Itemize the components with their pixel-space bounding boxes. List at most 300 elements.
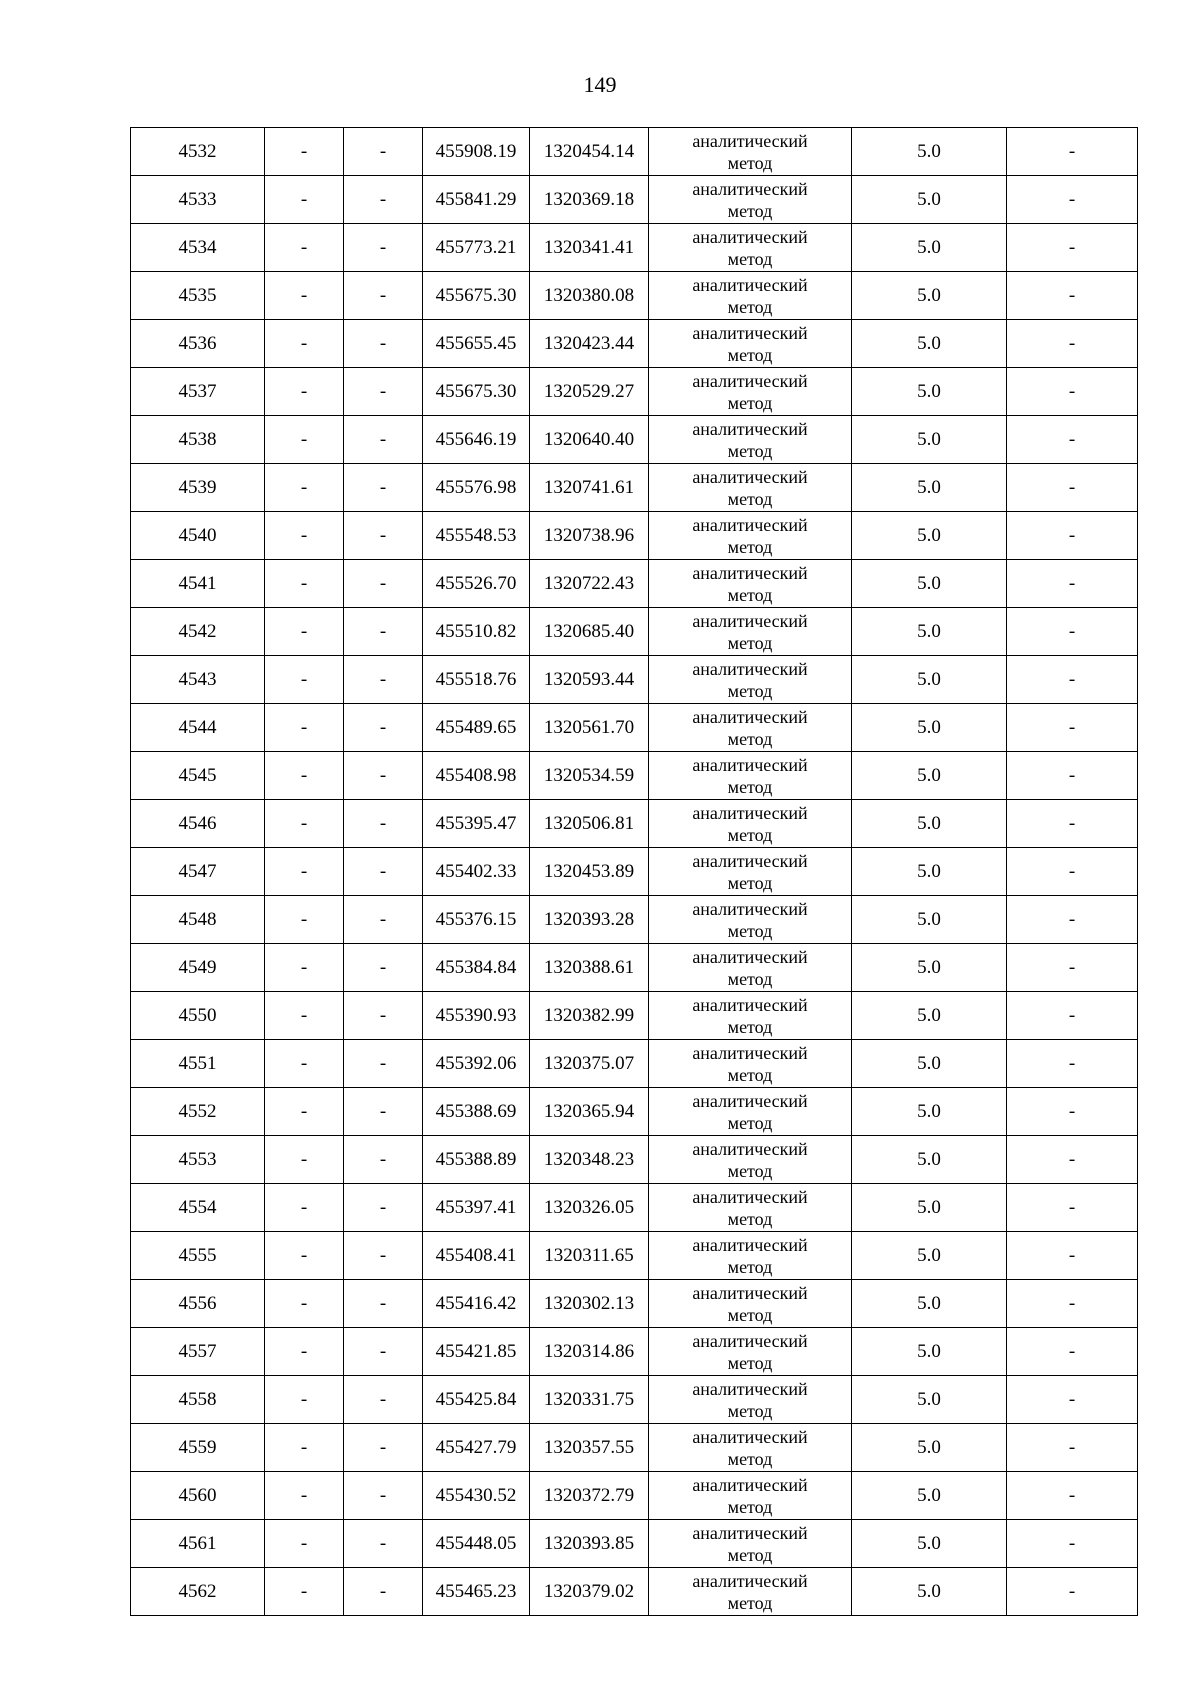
table-row	[131, 272, 1138, 320]
method-cell	[649, 416, 852, 464]
accuracy-cell: 5.0	[852, 1424, 1007, 1472]
method-line-2: метод	[727, 632, 773, 653]
accuracy-cell: 5.0	[852, 1328, 1007, 1376]
blank-cell-1: -	[265, 368, 344, 416]
accuracy-cell: 5.0	[852, 1184, 1007, 1232]
y-coordinate-cell: 1320453.89	[530, 848, 649, 896]
y-coordinate-cell: 1320738.96	[530, 512, 649, 560]
method-cell	[649, 128, 852, 176]
method-line-1: аналитический	[692, 1138, 808, 1159]
blank-cell-2: -	[344, 1184, 423, 1232]
blank-cell-2: -	[344, 512, 423, 560]
y-coordinate-cell: 1320382.99	[530, 992, 649, 1040]
accuracy-cell: 5.0	[852, 464, 1007, 512]
point-number-cell: 4562	[131, 1568, 265, 1616]
point-number-cell: 4559	[131, 1424, 265, 1472]
blank-cell-3: -	[1007, 368, 1138, 416]
point-number-cell: 4553	[131, 1136, 265, 1184]
x-coordinate-cell: 455655.45	[423, 320, 530, 368]
method-cell	[649, 848, 852, 896]
table-row	[131, 1088, 1138, 1136]
y-coordinate-cell: 1320388.61	[530, 944, 649, 992]
blank-cell-2: -	[344, 1472, 423, 1520]
method-line-1: аналитический	[692, 562, 808, 583]
blank-cell-3: -	[1007, 224, 1138, 272]
blank-cell-3: -	[1007, 848, 1138, 896]
method-cell	[649, 512, 852, 560]
y-coordinate-cell: 1320393.28	[530, 896, 649, 944]
point-number-cell: 4561	[131, 1520, 265, 1568]
blank-cell-3: -	[1007, 128, 1138, 176]
y-coordinate-cell: 1320529.27	[530, 368, 649, 416]
y-coordinate-cell: 1320348.23	[530, 1136, 649, 1184]
method-line-1: аналитический	[692, 1474, 808, 1495]
blank-cell-2: -	[344, 416, 423, 464]
method-line-2: метод	[727, 1304, 773, 1325]
method-line-1: аналитический	[692, 610, 808, 631]
method-line-2: метод	[727, 200, 773, 221]
accuracy-cell: 5.0	[852, 608, 1007, 656]
page-number: 149	[583, 72, 617, 97]
accuracy-cell: 5.0	[852, 1376, 1007, 1424]
blank-cell-3: -	[1007, 416, 1138, 464]
x-coordinate-cell: 455388.69	[423, 1088, 530, 1136]
method-line-2: метод	[727, 1352, 773, 1373]
blank-cell-3: -	[1007, 464, 1138, 512]
y-coordinate-cell: 1320369.18	[530, 176, 649, 224]
method-line-1: аналитический	[692, 898, 808, 919]
point-number-cell: 4540	[131, 512, 265, 560]
method-line-2: метод	[727, 1016, 773, 1037]
table-row	[131, 1280, 1138, 1328]
blank-cell-1: -	[265, 176, 344, 224]
point-number-cell: 4534	[131, 224, 265, 272]
blank-cell-2: -	[344, 752, 423, 800]
y-coordinate-cell: 1320640.40	[530, 416, 649, 464]
blank-cell-2: -	[344, 1520, 423, 1568]
x-coordinate-cell: 455416.42	[423, 1280, 530, 1328]
method-cell	[649, 1088, 852, 1136]
blank-cell-2: -	[344, 944, 423, 992]
blank-cell-3: -	[1007, 944, 1138, 992]
accuracy-cell: 5.0	[852, 944, 1007, 992]
point-number-cell: 4560	[131, 1472, 265, 1520]
table-row	[131, 1520, 1138, 1568]
blank-cell-2: -	[344, 1280, 423, 1328]
point-number-cell: 4537	[131, 368, 265, 416]
blank-cell-2: -	[344, 656, 423, 704]
blank-cell-2: -	[344, 464, 423, 512]
y-coordinate-cell: 1320357.55	[530, 1424, 649, 1472]
blank-cell-1: -	[265, 1424, 344, 1472]
y-coordinate-cell: 1320365.94	[530, 1088, 649, 1136]
x-coordinate-cell: 455510.82	[423, 608, 530, 656]
y-coordinate-cell: 1320380.08	[530, 272, 649, 320]
method-line-2: метод	[727, 248, 773, 269]
blank-cell-2: -	[344, 1568, 423, 1616]
x-coordinate-cell: 455395.47	[423, 800, 530, 848]
blank-cell-3: -	[1007, 1088, 1138, 1136]
x-coordinate-cell: 455408.98	[423, 752, 530, 800]
blank-cell-2: -	[344, 320, 423, 368]
blank-cell-3: -	[1007, 1136, 1138, 1184]
blank-cell-2: -	[344, 704, 423, 752]
x-coordinate-cell: 455675.30	[423, 368, 530, 416]
point-number-cell: 4546	[131, 800, 265, 848]
blank-cell-3: -	[1007, 1328, 1138, 1376]
table-row	[131, 464, 1138, 512]
x-coordinate-cell: 455392.06	[423, 1040, 530, 1088]
table-row	[131, 1472, 1138, 1520]
method-line-1: аналитический	[692, 226, 808, 247]
method-cell	[649, 896, 852, 944]
blank-cell-2: -	[344, 1232, 423, 1280]
table-row	[131, 320, 1138, 368]
y-coordinate-cell: 1320341.41	[530, 224, 649, 272]
method-line-2: метод	[727, 488, 773, 509]
method-line-1: аналитический	[692, 1426, 808, 1447]
blank-cell-3: -	[1007, 560, 1138, 608]
blank-cell-1: -	[265, 1568, 344, 1616]
blank-cell-1: -	[265, 800, 344, 848]
point-number-cell: 4542	[131, 608, 265, 656]
blank-cell-3: -	[1007, 512, 1138, 560]
blank-cell-2: -	[344, 800, 423, 848]
method-line-1: аналитический	[692, 274, 808, 295]
table-row	[131, 1232, 1138, 1280]
method-line-1: аналитический	[692, 1378, 808, 1399]
method-line-2: метод	[727, 1064, 773, 1085]
blank-cell-3: -	[1007, 320, 1138, 368]
blank-cell-3: -	[1007, 1184, 1138, 1232]
blank-cell-2: -	[344, 1376, 423, 1424]
blank-cell-3: -	[1007, 656, 1138, 704]
method-line-1: аналитический	[692, 802, 808, 823]
accuracy-cell: 5.0	[852, 560, 1007, 608]
method-cell	[649, 176, 852, 224]
accuracy-cell: 5.0	[852, 1280, 1007, 1328]
method-line-2: метод	[727, 440, 773, 461]
blank-cell-1: -	[265, 320, 344, 368]
y-coordinate-cell: 1320331.75	[530, 1376, 649, 1424]
point-number-cell: 4549	[131, 944, 265, 992]
accuracy-cell: 5.0	[852, 800, 1007, 848]
y-coordinate-cell: 1320454.14	[530, 128, 649, 176]
method-cell	[649, 272, 852, 320]
blank-cell-3: -	[1007, 992, 1138, 1040]
accuracy-cell: 5.0	[852, 752, 1007, 800]
method-cell	[649, 1520, 852, 1568]
point-number-cell: 4548	[131, 896, 265, 944]
x-coordinate-cell: 455408.41	[423, 1232, 530, 1280]
blank-cell-1: -	[265, 848, 344, 896]
table-row	[131, 656, 1138, 704]
y-coordinate-cell: 1320375.07	[530, 1040, 649, 1088]
x-coordinate-cell: 455518.76	[423, 656, 530, 704]
method-cell	[649, 1424, 852, 1472]
method-cell	[649, 704, 852, 752]
x-coordinate-cell: 455465.23	[423, 1568, 530, 1616]
x-coordinate-cell: 455675.30	[423, 272, 530, 320]
x-coordinate-cell: 455384.84	[423, 944, 530, 992]
accuracy-cell: 5.0	[852, 1520, 1007, 1568]
point-number-cell: 4536	[131, 320, 265, 368]
blank-cell-3: -	[1007, 1568, 1138, 1616]
blank-cell-2: -	[344, 368, 423, 416]
point-number-cell: 4552	[131, 1088, 265, 1136]
method-line-1: аналитический	[692, 322, 808, 343]
x-coordinate-cell: 455526.70	[423, 560, 530, 608]
method-cell	[649, 1184, 852, 1232]
y-coordinate-cell: 1320311.65	[530, 1232, 649, 1280]
method-cell	[649, 1376, 852, 1424]
blank-cell-2: -	[344, 608, 423, 656]
blank-cell-1: -	[265, 1472, 344, 1520]
y-coordinate-cell: 1320423.44	[530, 320, 649, 368]
method-line-1: аналитический	[692, 370, 808, 391]
method-line-2: метод	[727, 152, 773, 173]
blank-cell-1: -	[265, 944, 344, 992]
blank-cell-2: -	[344, 896, 423, 944]
blank-cell-1: -	[265, 416, 344, 464]
method-line-1: аналитический	[692, 850, 808, 871]
y-coordinate-cell: 1320372.79	[530, 1472, 649, 1520]
method-cell	[649, 1232, 852, 1280]
method-line-2: метод	[727, 536, 773, 557]
blank-cell-3: -	[1007, 752, 1138, 800]
method-cell	[649, 560, 852, 608]
blank-cell-3: -	[1007, 1280, 1138, 1328]
blank-cell-3: -	[1007, 1472, 1138, 1520]
method-cell	[649, 752, 852, 800]
point-number-cell: 4556	[131, 1280, 265, 1328]
table-row	[131, 1376, 1138, 1424]
point-number-cell: 4547	[131, 848, 265, 896]
accuracy-cell: 5.0	[852, 416, 1007, 464]
table-row	[131, 560, 1138, 608]
x-coordinate-cell: 455427.79	[423, 1424, 530, 1472]
blank-cell-1: -	[265, 1184, 344, 1232]
method-line-1: аналитический	[692, 754, 808, 775]
blank-cell-2: -	[344, 128, 423, 176]
x-coordinate-cell: 455576.98	[423, 464, 530, 512]
method-line-1: аналитический	[692, 1570, 808, 1591]
point-number-cell: 4544	[131, 704, 265, 752]
blank-cell-1: -	[265, 1136, 344, 1184]
blank-cell-3: -	[1007, 1232, 1138, 1280]
point-number-cell: 4543	[131, 656, 265, 704]
method-line-2: метод	[727, 1448, 773, 1469]
method-line-1: аналитический	[692, 994, 808, 1015]
accuracy-cell: 5.0	[852, 896, 1007, 944]
blank-cell-3: -	[1007, 272, 1138, 320]
method-line-2: метод	[727, 872, 773, 893]
method-line-2: метод	[727, 1160, 773, 1181]
method-cell	[649, 1280, 852, 1328]
blank-cell-3: -	[1007, 608, 1138, 656]
table-row	[131, 1040, 1138, 1088]
blank-cell-2: -	[344, 1424, 423, 1472]
blank-cell-3: -	[1007, 1424, 1138, 1472]
table-row	[131, 848, 1138, 896]
accuracy-cell: 5.0	[852, 320, 1007, 368]
method-line-1: аналитический	[692, 1234, 808, 1255]
y-coordinate-cell: 1320561.70	[530, 704, 649, 752]
method-line-2: метод	[727, 920, 773, 941]
accuracy-cell: 5.0	[852, 1568, 1007, 1616]
blank-cell-1: -	[265, 560, 344, 608]
table-row	[131, 1136, 1138, 1184]
accuracy-cell: 5.0	[852, 704, 1007, 752]
method-line-2: метод	[727, 776, 773, 797]
blank-cell-1: -	[265, 1280, 344, 1328]
x-coordinate-cell: 455548.53	[423, 512, 530, 560]
blank-cell-2: -	[344, 176, 423, 224]
x-coordinate-cell: 455773.21	[423, 224, 530, 272]
blank-cell-3: -	[1007, 1520, 1138, 1568]
y-coordinate-cell: 1320722.43	[530, 560, 649, 608]
method-line-2: метод	[727, 1256, 773, 1277]
method-line-2: метод	[727, 728, 773, 749]
table-row	[131, 608, 1138, 656]
blank-cell-2: -	[344, 1328, 423, 1376]
x-coordinate-cell: 455397.41	[423, 1184, 530, 1232]
accuracy-cell: 5.0	[852, 512, 1007, 560]
method-line-1: аналитический	[692, 418, 808, 439]
y-coordinate-cell: 1320379.02	[530, 1568, 649, 1616]
accuracy-cell: 5.0	[852, 1232, 1007, 1280]
table-row	[131, 704, 1138, 752]
point-number-cell: 4545	[131, 752, 265, 800]
y-coordinate-cell: 1320593.44	[530, 656, 649, 704]
blank-cell-1: -	[265, 752, 344, 800]
method-line-2: метод	[727, 1400, 773, 1421]
method-line-1: аналитический	[692, 466, 808, 487]
x-coordinate-cell: 455489.65	[423, 704, 530, 752]
y-coordinate-cell: 1320314.86	[530, 1328, 649, 1376]
x-coordinate-cell: 455376.15	[423, 896, 530, 944]
method-line-2: метод	[727, 1112, 773, 1133]
blank-cell-2: -	[344, 1040, 423, 1088]
blank-cell-3: -	[1007, 1040, 1138, 1088]
method-line-1: аналитический	[692, 1090, 808, 1111]
blank-cell-2: -	[344, 1088, 423, 1136]
coordinates-table	[130, 127, 1138, 1616]
point-number-cell: 4557	[131, 1328, 265, 1376]
blank-cell-1: -	[265, 1520, 344, 1568]
blank-cell-2: -	[344, 1136, 423, 1184]
method-cell	[649, 1568, 852, 1616]
blank-cell-2: -	[344, 224, 423, 272]
accuracy-cell: 5.0	[852, 992, 1007, 1040]
blank-cell-1: -	[265, 1088, 344, 1136]
table-row	[131, 128, 1138, 176]
table-row	[131, 512, 1138, 560]
blank-cell-1: -	[265, 608, 344, 656]
table-row	[131, 224, 1138, 272]
point-number-cell: 4555	[131, 1232, 265, 1280]
method-cell	[649, 1040, 852, 1088]
point-number-cell: 4558	[131, 1376, 265, 1424]
method-cell	[649, 656, 852, 704]
accuracy-cell: 5.0	[852, 1136, 1007, 1184]
method-line-1: аналитический	[692, 130, 808, 151]
method-line-1: аналитический	[692, 1042, 808, 1063]
method-line-2: метод	[727, 824, 773, 845]
method-line-1: аналитический	[692, 1282, 808, 1303]
accuracy-cell: 5.0	[852, 1040, 1007, 1088]
method-line-1: аналитический	[692, 946, 808, 967]
method-line-2: метод	[727, 1544, 773, 1565]
blank-cell-1: -	[265, 1376, 344, 1424]
accuracy-cell: 5.0	[852, 848, 1007, 896]
y-coordinate-cell: 1320534.59	[530, 752, 649, 800]
method-line-1: аналитический	[692, 658, 808, 679]
x-coordinate-cell: 455402.33	[423, 848, 530, 896]
table-row	[131, 1328, 1138, 1376]
method-cell	[649, 1328, 852, 1376]
y-coordinate-cell: 1320393.85	[530, 1520, 649, 1568]
y-coordinate-cell: 1320741.61	[530, 464, 649, 512]
accuracy-cell: 5.0	[852, 128, 1007, 176]
table-row	[131, 416, 1138, 464]
point-number-cell: 4538	[131, 416, 265, 464]
blank-cell-3: -	[1007, 1376, 1138, 1424]
method-cell	[649, 608, 852, 656]
blank-cell-1: -	[265, 1232, 344, 1280]
method-line-1: аналитический	[692, 1330, 808, 1351]
blank-cell-1: -	[265, 128, 344, 176]
blank-cell-1: -	[265, 896, 344, 944]
method-line-1: аналитический	[692, 178, 808, 199]
y-coordinate-cell: 1320506.81	[530, 800, 649, 848]
blank-cell-1: -	[265, 656, 344, 704]
blank-cell-2: -	[344, 992, 423, 1040]
table-row	[131, 1184, 1138, 1232]
x-coordinate-cell: 455388.89	[423, 1136, 530, 1184]
method-line-1: аналитический	[692, 706, 808, 727]
method-cell	[649, 368, 852, 416]
x-coordinate-cell: 455841.29	[423, 176, 530, 224]
method-line-1: аналитический	[692, 1186, 808, 1207]
y-coordinate-cell: 1320326.05	[530, 1184, 649, 1232]
table-row	[131, 992, 1138, 1040]
blank-cell-3: -	[1007, 896, 1138, 944]
table-row	[131, 368, 1138, 416]
accuracy-cell: 5.0	[852, 368, 1007, 416]
accuracy-cell: 5.0	[852, 1472, 1007, 1520]
y-coordinate-cell: 1320685.40	[530, 608, 649, 656]
method-line-1: аналитический	[692, 1522, 808, 1543]
accuracy-cell: 5.0	[852, 1088, 1007, 1136]
x-coordinate-cell: 455448.05	[423, 1520, 530, 1568]
accuracy-cell: 5.0	[852, 224, 1007, 272]
point-number-cell: 4535	[131, 272, 265, 320]
table-body	[131, 128, 1138, 1616]
table-row	[131, 944, 1138, 992]
method-cell	[649, 1472, 852, 1520]
method-line-1: аналитический	[692, 514, 808, 535]
table-row	[131, 176, 1138, 224]
table-row	[131, 1424, 1138, 1472]
point-number-cell: 4550	[131, 992, 265, 1040]
blank-cell-1: -	[265, 1040, 344, 1088]
x-coordinate-cell: 455646.19	[423, 416, 530, 464]
table-row	[131, 896, 1138, 944]
x-coordinate-cell: 455421.85	[423, 1328, 530, 1376]
method-cell	[649, 224, 852, 272]
accuracy-cell: 5.0	[852, 176, 1007, 224]
